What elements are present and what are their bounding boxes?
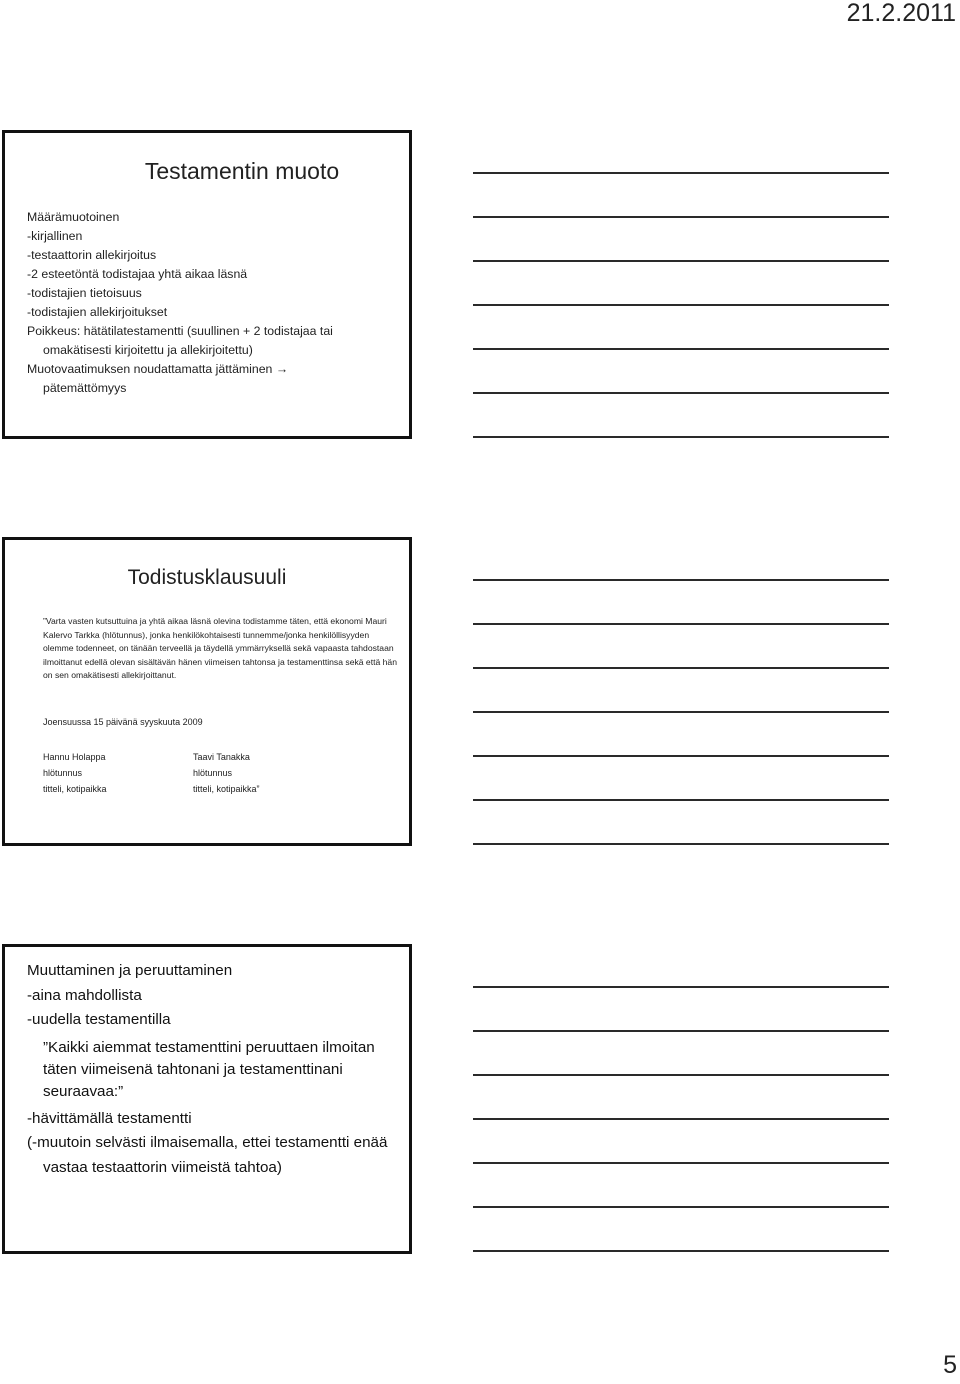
- body-line: pätemättömyys: [43, 381, 127, 395]
- body-line: -testaattorin allekirjoitus: [27, 248, 157, 262]
- signer-block: [193, 749, 353, 797]
- slide-title: Testamentin muoto: [144, 158, 340, 184]
- body-line: -uudella testamentilla: [27, 1011, 171, 1028]
- body-line: Määrämuotoinen: [27, 210, 120, 224]
- note-line: [473, 216, 889, 218]
- signer-title: titteli, kotipaikka: [43, 784, 107, 794]
- note-line: [473, 843, 889, 845]
- note-line: [473, 579, 889, 581]
- signer-name: Hannu Holappa: [43, 752, 106, 762]
- slide-testamentin-muoto: [2, 130, 412, 439]
- body-line: -aina mahdollista: [27, 986, 142, 1004]
- note-line: [473, 623, 889, 625]
- page-number: 5: [943, 1351, 957, 1379]
- slide-muuttaminen: [2, 944, 412, 1254]
- signer-name: Taavi Tanakka: [193, 752, 250, 762]
- note-line: [473, 1206, 889, 1208]
- note-line: [473, 711, 889, 713]
- body-line: Muuttaminen ja peruuttaminen: [27, 962, 233, 979]
- slide-body: [27, 959, 407, 1180]
- note-line: [473, 304, 889, 306]
- slide-body: [27, 208, 407, 398]
- note-line: [473, 436, 889, 438]
- body-line: -todistajien allekirjoitukset: [27, 305, 168, 319]
- note-line: [473, 348, 889, 350]
- slide-todistusklausuuli: [2, 537, 412, 846]
- note-line: [473, 1074, 889, 1076]
- note-line: [473, 755, 889, 757]
- signer-id: hlötunnus: [193, 768, 233, 778]
- note-line: [473, 1118, 889, 1120]
- note-line: [473, 1030, 889, 1032]
- signer-id: hlötunnus: [43, 768, 83, 778]
- header-date: 21.2.2011: [846, 0, 956, 27]
- body-line: (-muutoin selvästi ilmaisemalla, ettei testamentti enää vastaa testaattorin viimeistä tahtoa): [27, 1134, 388, 1176]
- body-line: Poikkeus: hätätilatestamentti (suullinen + 2 todistajaa tai: [27, 324, 333, 338]
- note-line: [473, 667, 889, 669]
- note-line: [473, 392, 889, 394]
- note-line: [473, 1162, 889, 1164]
- body-line: -hävittämällä testamentti: [27, 1109, 192, 1127]
- slide-title: Todistusklausuuli: [127, 566, 287, 589]
- quote-line: ”Kaikki aiemmat testamenttini peruuttaen ilmoitan täten viimeisenä tahtonani ja testamenttinani seuraavaa:”: [43, 1038, 375, 1100]
- note-line: [473, 799, 889, 801]
- body-line: -kirjallinen: [27, 229, 83, 243]
- note-line: [473, 986, 889, 988]
- note-line: [473, 260, 889, 262]
- signer-block: [43, 749, 203, 797]
- note-line: [473, 1250, 889, 1252]
- body-line: Muotovaatimuksen noudattamatta jättäminen →: [27, 362, 289, 376]
- signer-title: titteli, kotipaikka”: [193, 784, 260, 794]
- body-line: -2 esteetöntä todistajaa yhtä aikaa läsnä: [27, 267, 248, 281]
- place-date: Joensuussa 15 päivänä syyskuuta 2009: [43, 717, 203, 727]
- body-line: omakätisesti kirjoitettu ja allekirjoitettu): [43, 343, 253, 357]
- clause-paragraph: ”Varta vasten kutsuttuina ja yhtä aikaa läsnä olevina todistamme täten, että ekonomi Mauri Kalervo Tarkka (hlötunnus), jonka henkilökohtaisesti tunnemme/jonka henkilöllisyyden olemme todenneet, on tänään terveellä ja täydellä ymmärryksellä sekä vapaasta tahdostaan ilmoittanut edellä olevan sisältävän hänen viimeisen tahtonsa ja testamenttinsa sekä että hän on sen omakätisesti allekirjoittanut.: [43, 616, 397, 681]
- body-line: -todistajien tietoisuus: [27, 286, 142, 300]
- note-line: [473, 172, 889, 174]
